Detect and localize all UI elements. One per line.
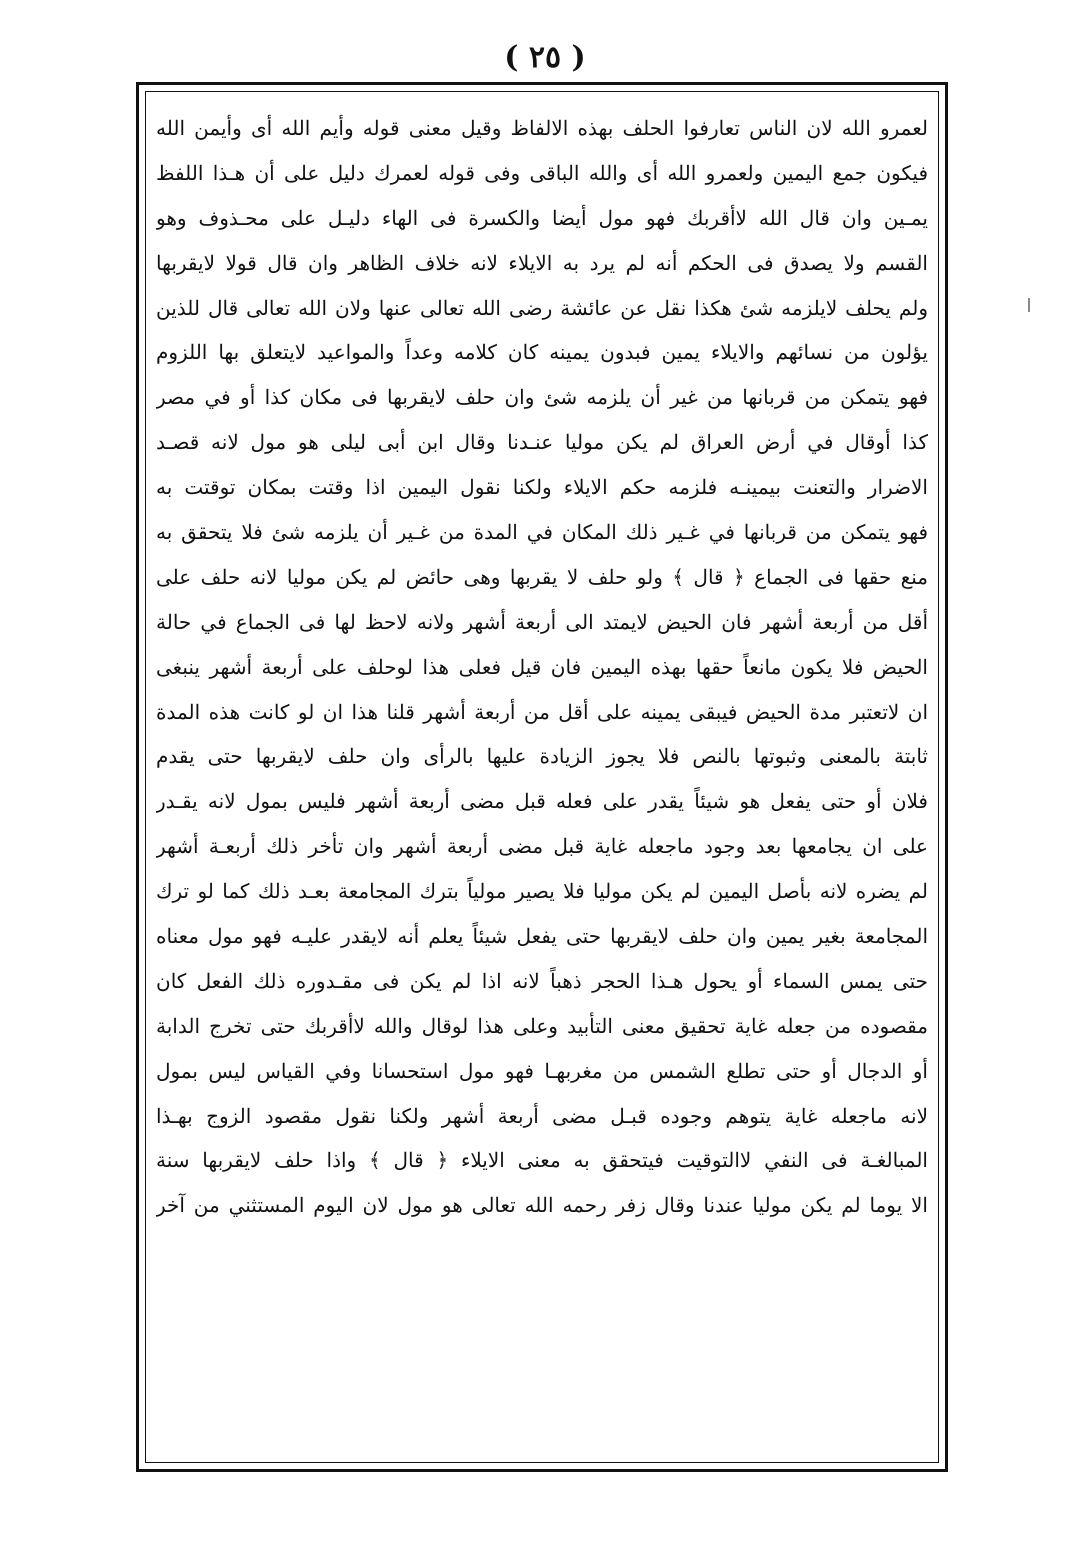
text-line: يمـين وان قال الله لاأقربك فهو مول أيضا والكسرة فى الهاء دليـل على محـذوف وهو xyxy=(156,205,928,230)
page-number: ( ٢٥ ) xyxy=(504,40,586,75)
text-line: أقل من أربعة أشهر فان الحيض لايمتد الى أربعة أشهر ولانه لاحظ لها فى الجماع في حالة xyxy=(156,609,928,634)
text-line: الاضرار والتعنت بيمينـه فلزمه حكم الايلاء ولكنا نقول اليمين اذا وقتت بمكان توقتت به xyxy=(156,475,928,500)
text-line: فيكون جمع اليمين ولعمرو الله أى والله الباقى وفى قوله لعمرك دليل على أن هـذا اللفظ xyxy=(156,160,928,185)
text-line: الا يوما لم يكن موليا عندنا وقال زفر رحمه الله تعالى هو مول لان اليوم المستثني من آخر xyxy=(156,1193,928,1218)
text-line: الحيض فلا يكون مانعاً حقها بهذه اليمين فان قيل فعلى هذا لوحلف على أربعة أشهر ينبغى xyxy=(156,654,928,679)
text-line: لانه ماجعله غاية يتوهم وجوده قبـل مضى أربعة أشهر ولكنا نقول مقصود الزوج بهـذا xyxy=(156,1103,928,1128)
text-line: منع حقها فى الجماع ﴿ قال ﴾ ولو حلف لا يقربها وهى حائض لم يكن موليا لانه حلف على xyxy=(156,564,928,589)
text-line: لم يضره لانه بأصل اليمين لم يكن موليا فلا يصير مولياً بترك المجامعة بعـد ذلك كما لو ترك xyxy=(156,879,928,904)
text-line: القسم ولا يصدق فى الحكم أنه لم يرد به الايلاء لانه خلاف الظاهر وان قال قولا لايقربها xyxy=(156,250,928,275)
text-line: فلان أو حتى يفعل هو شيئاً يقدر على فعله قبل مضى أربعة أشهر فليس بمول لانه يقـدر xyxy=(156,789,928,814)
text-line: أو الدجال أو حتى تطلع الشمس من مغربهـا فهو مول استحسانا وفي القياس ليس بمول xyxy=(156,1058,928,1083)
text-line: يؤلون من نسائهم والايلاء يمين فبدون يمينه كان كلامه وعداً والمواعيد لايتعلق بها اللزوم xyxy=(156,340,928,365)
margin-mark xyxy=(1028,298,1030,312)
text-line: المجامعة بغير يمين وان حلف لايقربها حتى يفعل شيئاً يعلم أنه لايقدر عليـه فهو مول معناه xyxy=(156,924,928,949)
text-line: المبالغـة فى النفي لاالتوقيت فيتحقق به معنى الايلاء ﴿ قال ﴾ واذا حلف لايقربها سنة xyxy=(156,1148,928,1173)
text-line: فهو يتمكن من قربانها في غـير ذلك المكان في المدة من غـير أن يلزمه شئ فلا يتحقق به xyxy=(156,520,928,545)
text-body xyxy=(156,106,928,1228)
text-line: ان لاتعتبر مدة الحيض فيبقى يمينه على أقل من أربعة أشهر قلنا هذا ان لو كانت هذه المدة xyxy=(156,699,928,724)
page-border-outer xyxy=(136,82,948,1472)
text-line: على ان يجامعها بعد وجود ماجعله غاية قبل مضى أربعة أشهر وان تأخر ذلك أربعـة أشهر xyxy=(156,834,928,859)
text-line: لعمرو الله لان الناس تعارفوا الحلف بهذه الالفاظ وقيل معنى قوله وأيم الله أى وأيمن الله xyxy=(156,116,928,140)
text-line: حتى يمس السماء أو يحول هـذا الحجر ذهباً لانه اذا لم يكن فى مقـدوره ذلك الفعل كان xyxy=(156,968,928,993)
text-line: مقصوده من جعله غاية تحقيق معنى التأبيد وعلى هذا لوقال والله لاأقربك حتى تخرج الدابة xyxy=(156,1013,928,1038)
text-line: ولم يحلف لايلزمه شئ هكذا نقل عن عائشة رضى الله تعالى عنها ولان الله تعالى قال للذين xyxy=(156,295,928,320)
page-border-inner xyxy=(145,91,939,1463)
text-line: ثابتة بالمعنى وثبوتها بالنص فلا يجوز الزيادة عليها بالرأى وان حلف لايقربها حتى يقدم xyxy=(156,744,928,769)
text-line: فهو يتمكن من قربانها من غير أن يلزمه شئ وان حلف لايقربها فى مكان كذا أو في مصر xyxy=(156,385,928,410)
text-line: كذا أوقال في أرض العراق لم يكن موليا عنـدنا وقال ابن أبى ليلى هو مول لانه قصـد xyxy=(156,430,928,455)
